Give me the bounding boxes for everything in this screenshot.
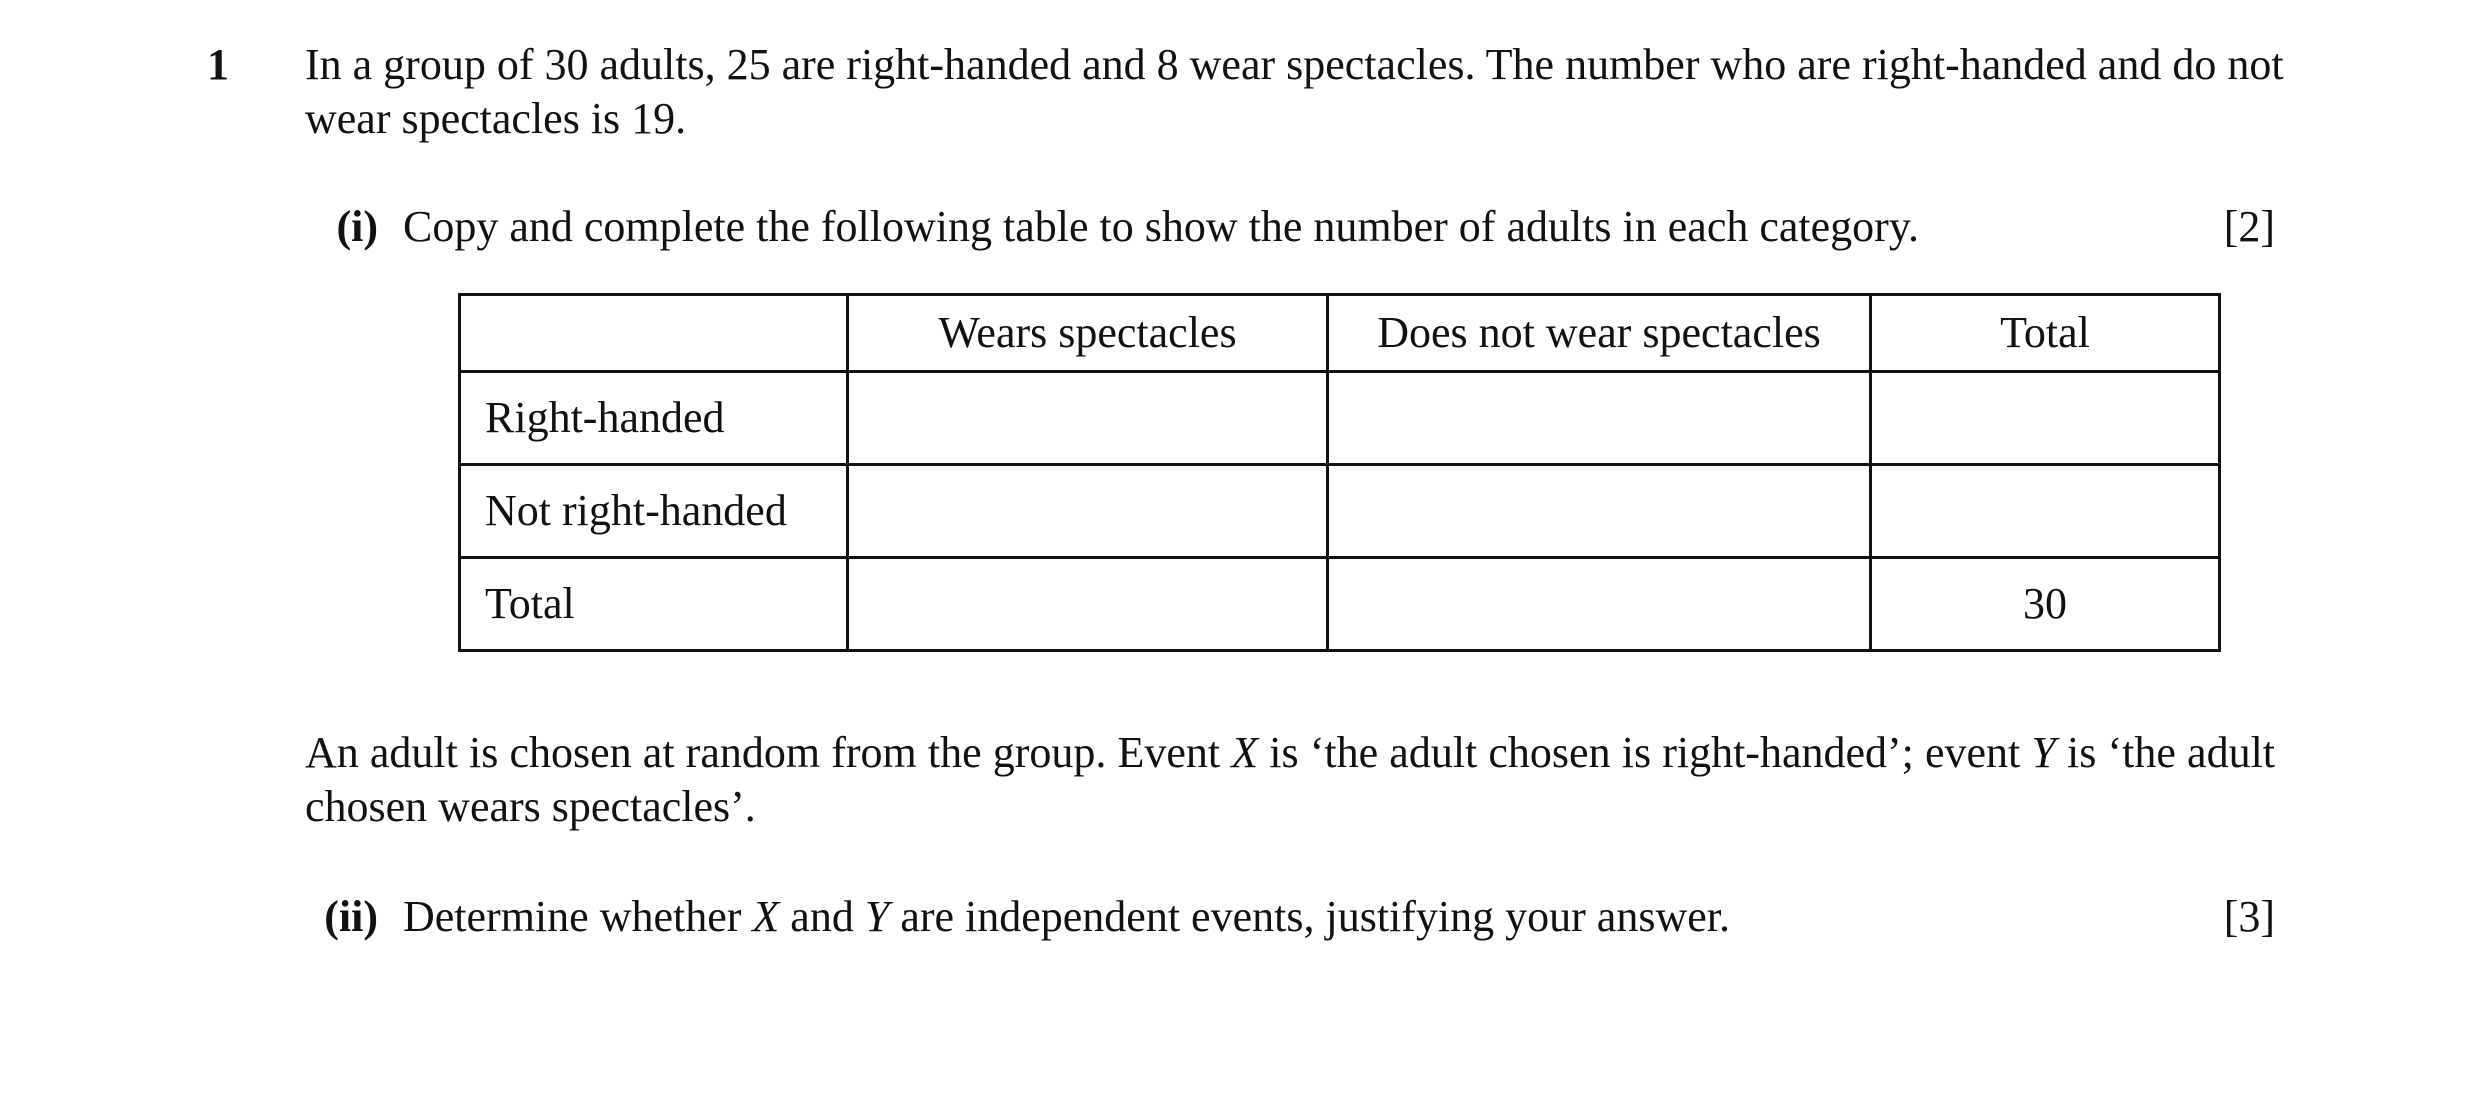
table-row: [460, 558, 2220, 651]
table-header-cell: Does not wear spectacles: [1328, 295, 1871, 372]
part-ii-marks: [3]: [2223, 892, 2275, 941]
table-cell: [848, 372, 1328, 465]
paragraph-text: is ‘the adult chosen wears spectacles’.: [305, 728, 2276, 831]
table-row-label: Total: [460, 558, 848, 651]
event-definition-paragraph: [305, 726, 2275, 834]
table-cell: [1871, 465, 2220, 558]
part-i-label: (i): [336, 202, 378, 251]
part-i: [305, 200, 2275, 254]
table-cell: 30: [1871, 558, 2220, 651]
table-cell: [848, 558, 1328, 651]
table-cell: [1328, 465, 1871, 558]
paragraph-text: is ‘the adult chosen is right-handed’; event: [1258, 728, 2032, 777]
part-ii-text-segment: Determine whether: [403, 892, 753, 941]
table-header-row: [460, 295, 2220, 372]
variable-x: X: [1231, 728, 1259, 777]
part-i-text: Copy and complete the following table to show the number of adults in each category.: [403, 202, 1919, 251]
table-cell: [848, 465, 1328, 558]
table-header-cell: [460, 295, 848, 372]
table-cell: [1871, 372, 2220, 465]
part-ii-text-segment: are independent events, justifying your answer.: [889, 892, 1730, 941]
paragraph-text: An adult is chosen at random from the group. Event: [305, 728, 1232, 777]
variable-y: Y: [2031, 728, 2056, 777]
table-header-cell: Total: [1871, 295, 2220, 372]
table-cell: [1328, 558, 1871, 651]
question-intro: In a group of 30 adults, 25 are right-handed and 8 wear spectacles. The number who are right-handed and do not wear spectacles is 19.: [305, 40, 2284, 143]
question-number: 1: [207, 40, 229, 89]
table-header-cell: Wears spectacles: [848, 295, 1328, 372]
table-row: [460, 465, 2220, 558]
table-row: [460, 372, 2220, 465]
variable-x: X: [752, 892, 780, 941]
table-row-label: Right-handed: [460, 372, 848, 465]
two-way-table: [458, 293, 2221, 652]
table-row-label: Not right-handed: [460, 465, 848, 558]
part-ii-text: [403, 890, 1730, 944]
part-ii-label: (ii): [324, 892, 378, 941]
table-cell: [1328, 372, 1871, 465]
part-ii-text-segment: and: [779, 892, 865, 941]
part-i-marks: [2]: [2223, 202, 2275, 251]
part-ii: [305, 890, 2275, 944]
variable-y: Y: [864, 892, 890, 941]
